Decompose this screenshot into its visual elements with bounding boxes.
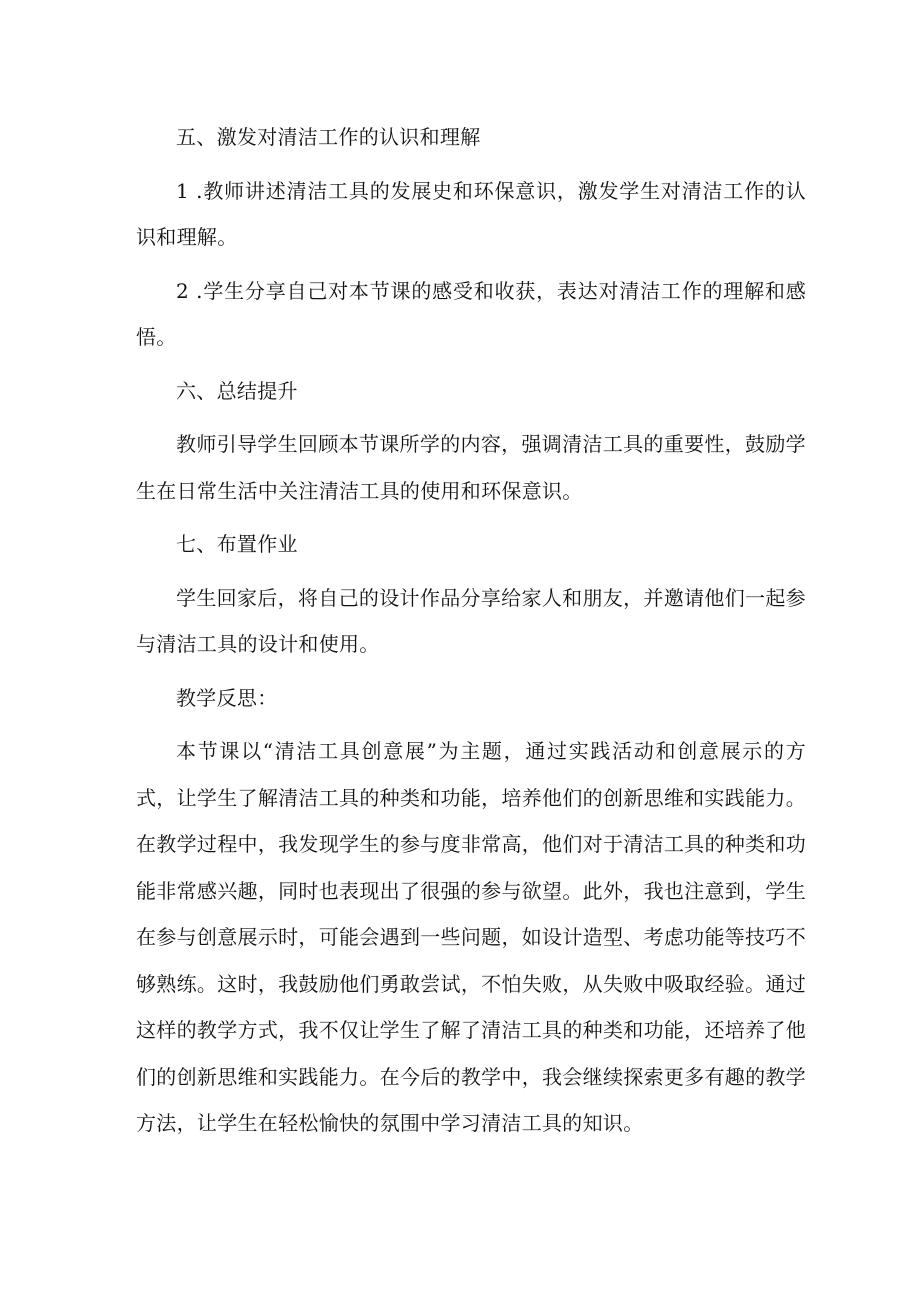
reflection-body: 本节课以“清洁工具创意展”为主题，通过实践活动和创意展示的方式，让学生了解清洁工具的种类和功能，培养他们的创新思维和实践能力。在教学过程中，我发现学生的参与度非常高，他们对于清洁工具的种类和功能非常感兴趣，同时也表现出了很强的参与欲望。此外，我也注意到，学生在参与创意展示时，可能会遇到一些问题，如设计造型、考虑功能等技巧不够熟练。这时，我鼓励他们勇敢尝试，不怕失败，从失败中吸取经验。通过这样的教学方式，我不仅让学生了解了清洁工具的种类和功能，还培养了他们的创新思维和实践能力。在今后的教学中，我会继续探索更多有趣的教学方法，让学生在轻松愉快的氛围中学习清洁工具的知识。 — [136, 739, 806, 1135]
section-6-body: 教师引导学生回顾本节课所学的内容，强调清洁工具的重要性，鼓励学生在日常生活中关注清洁工具的使用和环保意识。 — [136, 432, 806, 503]
document-body — [136, 114, 806, 1154]
reflection-heading: 教学反思： — [176, 685, 278, 710]
section-6-heading: 六、总结提升 — [176, 378, 298, 403]
section-5-heading: 五、激发对清洁工作的认识和理解 — [176, 125, 481, 149]
section-7-heading: 七、布置作业 — [176, 532, 298, 556]
section-5-item-1: 1 .教师讲述清洁工具的发展史和环保意识，激发学生对清洁工作的认识和理解。 — [136, 178, 806, 249]
section-7-body: 学生回家后，将自己的设计作品分享给家人和朋友，并邀请他们一起参与清洁工具的设计和使用。 — [136, 585, 806, 656]
section-5-item-2: 2 .学生分享自己对本节课的感受和收获，表达对清洁工作的理解和感悟。 — [136, 278, 806, 349]
